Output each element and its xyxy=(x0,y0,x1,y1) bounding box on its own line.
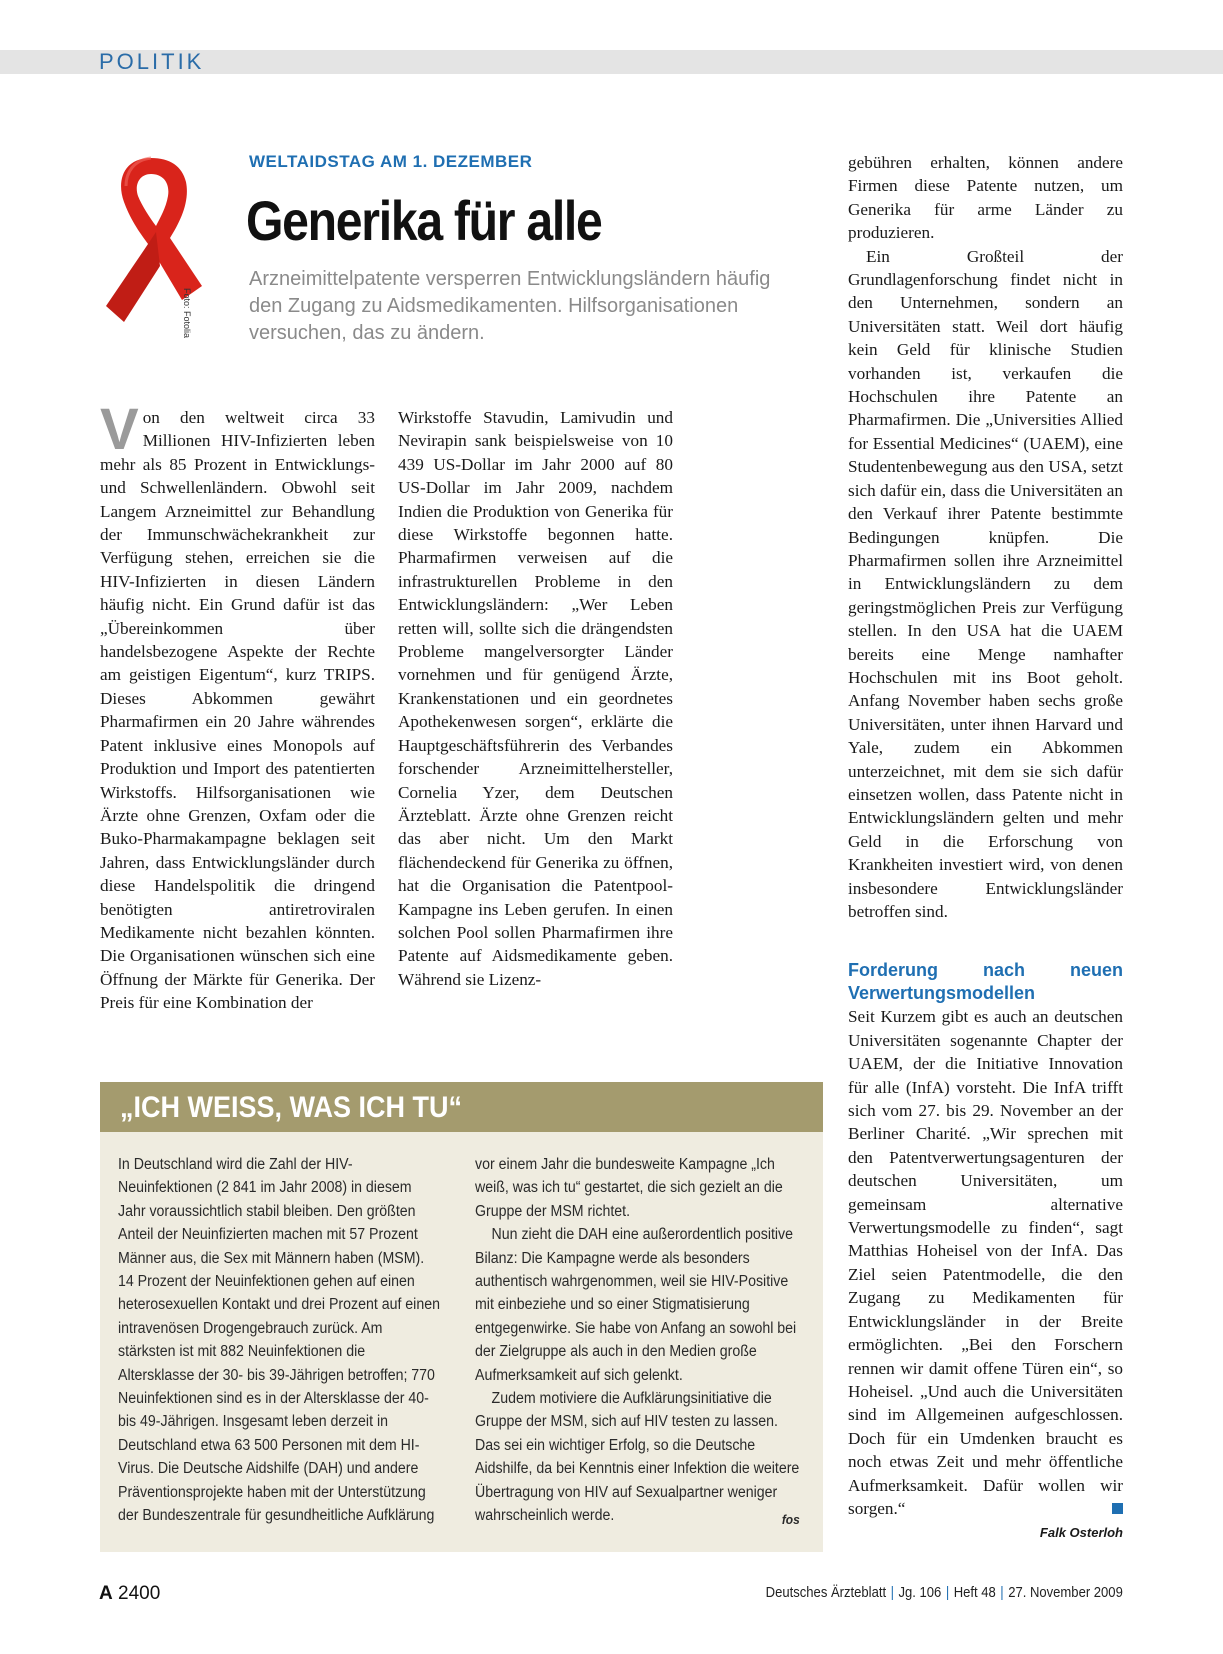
journal-issue: Heft 48 xyxy=(953,1585,996,1601)
info-box-col2-paragraph-2: Nun zieht die DAH eine außerordentlich positive Bilanz: Die Kampagne werde als besonders authentisch wahrgenommen, weil sie HIV-Positive mit einbeziehe und so einer Stigmatisierung entgegenwirke. Sie habe von Anfang an sowohl bei der Zielgruppe als auch in den Medien große Aufmerksamkeit auf sich gelenkt. xyxy=(475,1226,797,1384)
info-box-col2-paragraph-1: vor einem Jahr die bundesweite Kampagne „Ich weiß, was ich tu“ gestartet, die sich gezielt an die Gruppe der MSM richtet. xyxy=(475,1156,783,1220)
article-col3-paragraph-2: Ein Großteil der Grundlagenforschung findet nicht in den Unternehmen, sondern an Universitäten statt. Weil dort häufig kein Geld für klinische Studien vorhanden ist, verkaufen die Hochschulen ihre Patente an Pharmafirmen. Die „Universities Allied for Essential Medicines“ (UAEM), eine Studentenbewegung aus den USA, setzt sich dafür ein, dass die Universitäten an den Verkauf ihrer Patente bestimmte Bedingungen knüpfen. Die Pharmafirmen sollen ihre Arzneimittel in Entwicklungsländern zu dem geringstmöglichen Preis zur Verfügung stellen. In den USA hat die UAEM bereits eine Menge namhafter Hochschulen mit ins Boot geholt. Anfang November haben sechs große Universitäten, unter ihnen Harvard und Yale, zudem ein Abkommen unterzeichnet, mit dem sie sich dafür einsetzen wollen, dass Patente nicht in Entwicklungsländern gelten und mehr Geld in die Erforschung von Krankheiten investiert wird, von denen insbesondere Entwicklungsländer betroffen sind. xyxy=(848,246,1123,921)
article-column-3 xyxy=(848,151,1123,1542)
info-box-title: „ICH WEISS, WAS ICH TU“ xyxy=(120,1091,463,1124)
article-col3-paragraph-1: gebühren erhalten, können andere Firmen diese Patente nutzen, um Generika für arme Länder zu produzieren. xyxy=(848,153,1123,243)
footer-separator: | xyxy=(945,1585,950,1601)
section-label: POLITIK xyxy=(99,49,205,74)
page-prefix: A xyxy=(99,1583,113,1604)
article-col3-paragraph-3 xyxy=(848,1005,1123,1520)
info-box-header xyxy=(100,1082,823,1132)
journal-name: Deutsches Ärzteblatt xyxy=(765,1585,887,1601)
end-mark-icon xyxy=(1112,1503,1123,1514)
article-kicker: WELTAIDSTAG AM 1. DEZEMBER xyxy=(249,152,533,171)
footer-separator: | xyxy=(1000,1585,1004,1601)
article-subheading: Forderung nach neuen Verwertungsmodellen xyxy=(848,960,1123,1004)
article-col3-paragraph-3-text: Seit Kurzem gibt es auch an deutschen Universitäten sogenannte Chapter der UAEM, der die Initiative Innovation für alle (InfA) vorsteht. Die InfA trifft sich vom 27. bis 29. November an der Berliner Charité. „Wir sprechen mit den Patentverwertungsagenturen der deutschen Universitäten, um gemeinsam alternative Verwertungsmodelle zu finden“, sagt Matthias Hoheisel von der InfA. Das Ziel seien Patentmodelle, die den Zugang zu Medikamenten für Entwicklungsländer in der Breite ermöglichten. „Bei den Forschern rennen wir damit offene Türen ein“, so Hoheisel. „Und auch die Universitäten sind im Allgemeinen aufgeschlossen. Doch für ein Umdenken braucht es noch etwas Zeit und mehr öffentliche Aufmerksamkeit. Dafür wollen wir sorgen.“ xyxy=(848,1007,1123,1518)
info-box-signature: fos xyxy=(781,1511,800,1527)
article-col1-text: on den weltweit circa 33 Millionen HIV-Infizierten leben mehr als 85 Prozent in Entwicklungs- und Schwellenländern. Obwohl seit Langem Arzneimittel zur Behandlung der Immunschwächekrankheit zur Verfügung stehen, erreichen sie die HIV-Infizierten in diesen Ländern häufig nicht. Ein Grund dafür ist das „Übereinkommen über handelsbezogene Aspekte der Rechte am geistigen Eigentum“, kurz TRIPS. Dieses Abkommen gewährt Pharmafirmen ein 20 Jahre währendes Patent inklusive eines Monopols auf Produktion und Import des patentierten Wirkstoffs. Hilfsorganisationen wie Ärzte ohne Grenzen, Oxfam oder die Buko-Pharmakampagne beklagen seit Jahren, dass Entwicklungsländer durch diese Handelspolitik die dringend benötigten antiretroviralen Medikamente nicht bezahlen könnten. Die Organisationen wünschen sich eine Öffnung der Märkte für Generika. Der Preis für eine Kombination der xyxy=(100,408,375,1013)
article-column-1 xyxy=(100,397,375,1015)
article-col2-text: Wirkstoffe Stavudin, Lamivudin und Nevirapin sank beispielsweise von 10 439 US-Dollar im Jahr 2000 auf 80 US-Dollar im Jahr 2009, nachdem Indien die Produktion von Generika für diese Wirkstoffe begonnen hatte. Pharmafirmen verweisen auf die infrastrukturellen Probleme in den Entwicklungsländern: „Wer Leben retten will, sollte sich die drängendsten Probleme mangelversorgter Länder vornehmen und für genügend Ärzte, Krankenstationen und ein geordnetes Apothekenwesen sorgen“, erklärte die Hauptgeschäftsführerin des Verbandes forschender Arzneimittelhersteller, Cornelia Yzer, dem Deutschen Ärzteblatt. Ärzte ohne Grenzen reicht das aber nicht. Um den Markt flächendeckend für Generika zu öffnen, hat die Organisation die Patentpool-Kampagne ins Leben gerufen. In einen solchen Pool sollen Pharmafirmen ihre Patente auf Aidsmedikamente geben. Während sie Lizenz- xyxy=(398,408,673,989)
info-box-column-2 xyxy=(475,1153,800,1531)
info-box-col2-paragraph-3: Zudem motiviere die Aufklärungsinitiative die Gruppe der MSM, sich auf HIV testen zu lassen. Das sei ein wichtiger Erfolg, so die Deutsche Aidshilfe, da bei Kenntnis einer Infektion die weitere Übertragung von HIV auf Sexualpartner weniger wahrscheinlich werde. xyxy=(475,1390,800,1525)
journal-date: 27. November 2009 xyxy=(1008,1585,1123,1601)
article-title: Generika für alle xyxy=(246,189,602,252)
author-byline: Falk Osterloh xyxy=(1039,1525,1123,1541)
journal-footer xyxy=(766,1585,1123,1601)
drop-cap: V xyxy=(100,397,139,462)
page-number xyxy=(99,1583,160,1605)
article-column-2 xyxy=(398,406,673,991)
info-box-col1-text: In Deutschland wird die Zahl der HIV-Neuinfektionen (2 841 im Jahr 2008) in diesem Jahr voraussichtlich stabil bleiben. Den größten Anteil der Neuinfizierten machen mit 57 Prozent Männer aus, die Sex mit Männern haben (MSM). 14 Prozent der Neuinfektionen gehen auf einen heterosexuellen Kontakt und drei Prozent auf einen intravenösen Drogengebrauch zurück. Am stärksten ist mit 882 Neuinfektionen die Altersklasse der 30- bis 39-Jährigen betroffen; 770 Neuinfektionen sind es in der Altersklasse der 40- bis 49-Jährigen. Insgesamt leben derzeit in Deutschland etwa 63 500 Personen mit dem HI-Virus. Die Deutsche Aidshilfe (DAH) und andere Präventionsprojekte haben mit der Unterstützung der Bundeszentrale für gesundheitliche Aufklärung xyxy=(118,1156,440,1525)
page-number-value: 2400 xyxy=(118,1583,161,1604)
photo-credit: Foto: Fotolia xyxy=(182,288,192,339)
footer-separator: | xyxy=(890,1585,895,1601)
journal-volume: Jg. 106 xyxy=(898,1585,942,1601)
info-box-column-1 xyxy=(118,1153,443,1528)
article-lead: Arzneimittelpatente versperren Entwicklungsländern häufig den Zugang zu Aidsmedikamenten. Hilfsorganisationen versuchen, das zu ändern. xyxy=(249,268,771,344)
info-box xyxy=(100,1082,823,1552)
